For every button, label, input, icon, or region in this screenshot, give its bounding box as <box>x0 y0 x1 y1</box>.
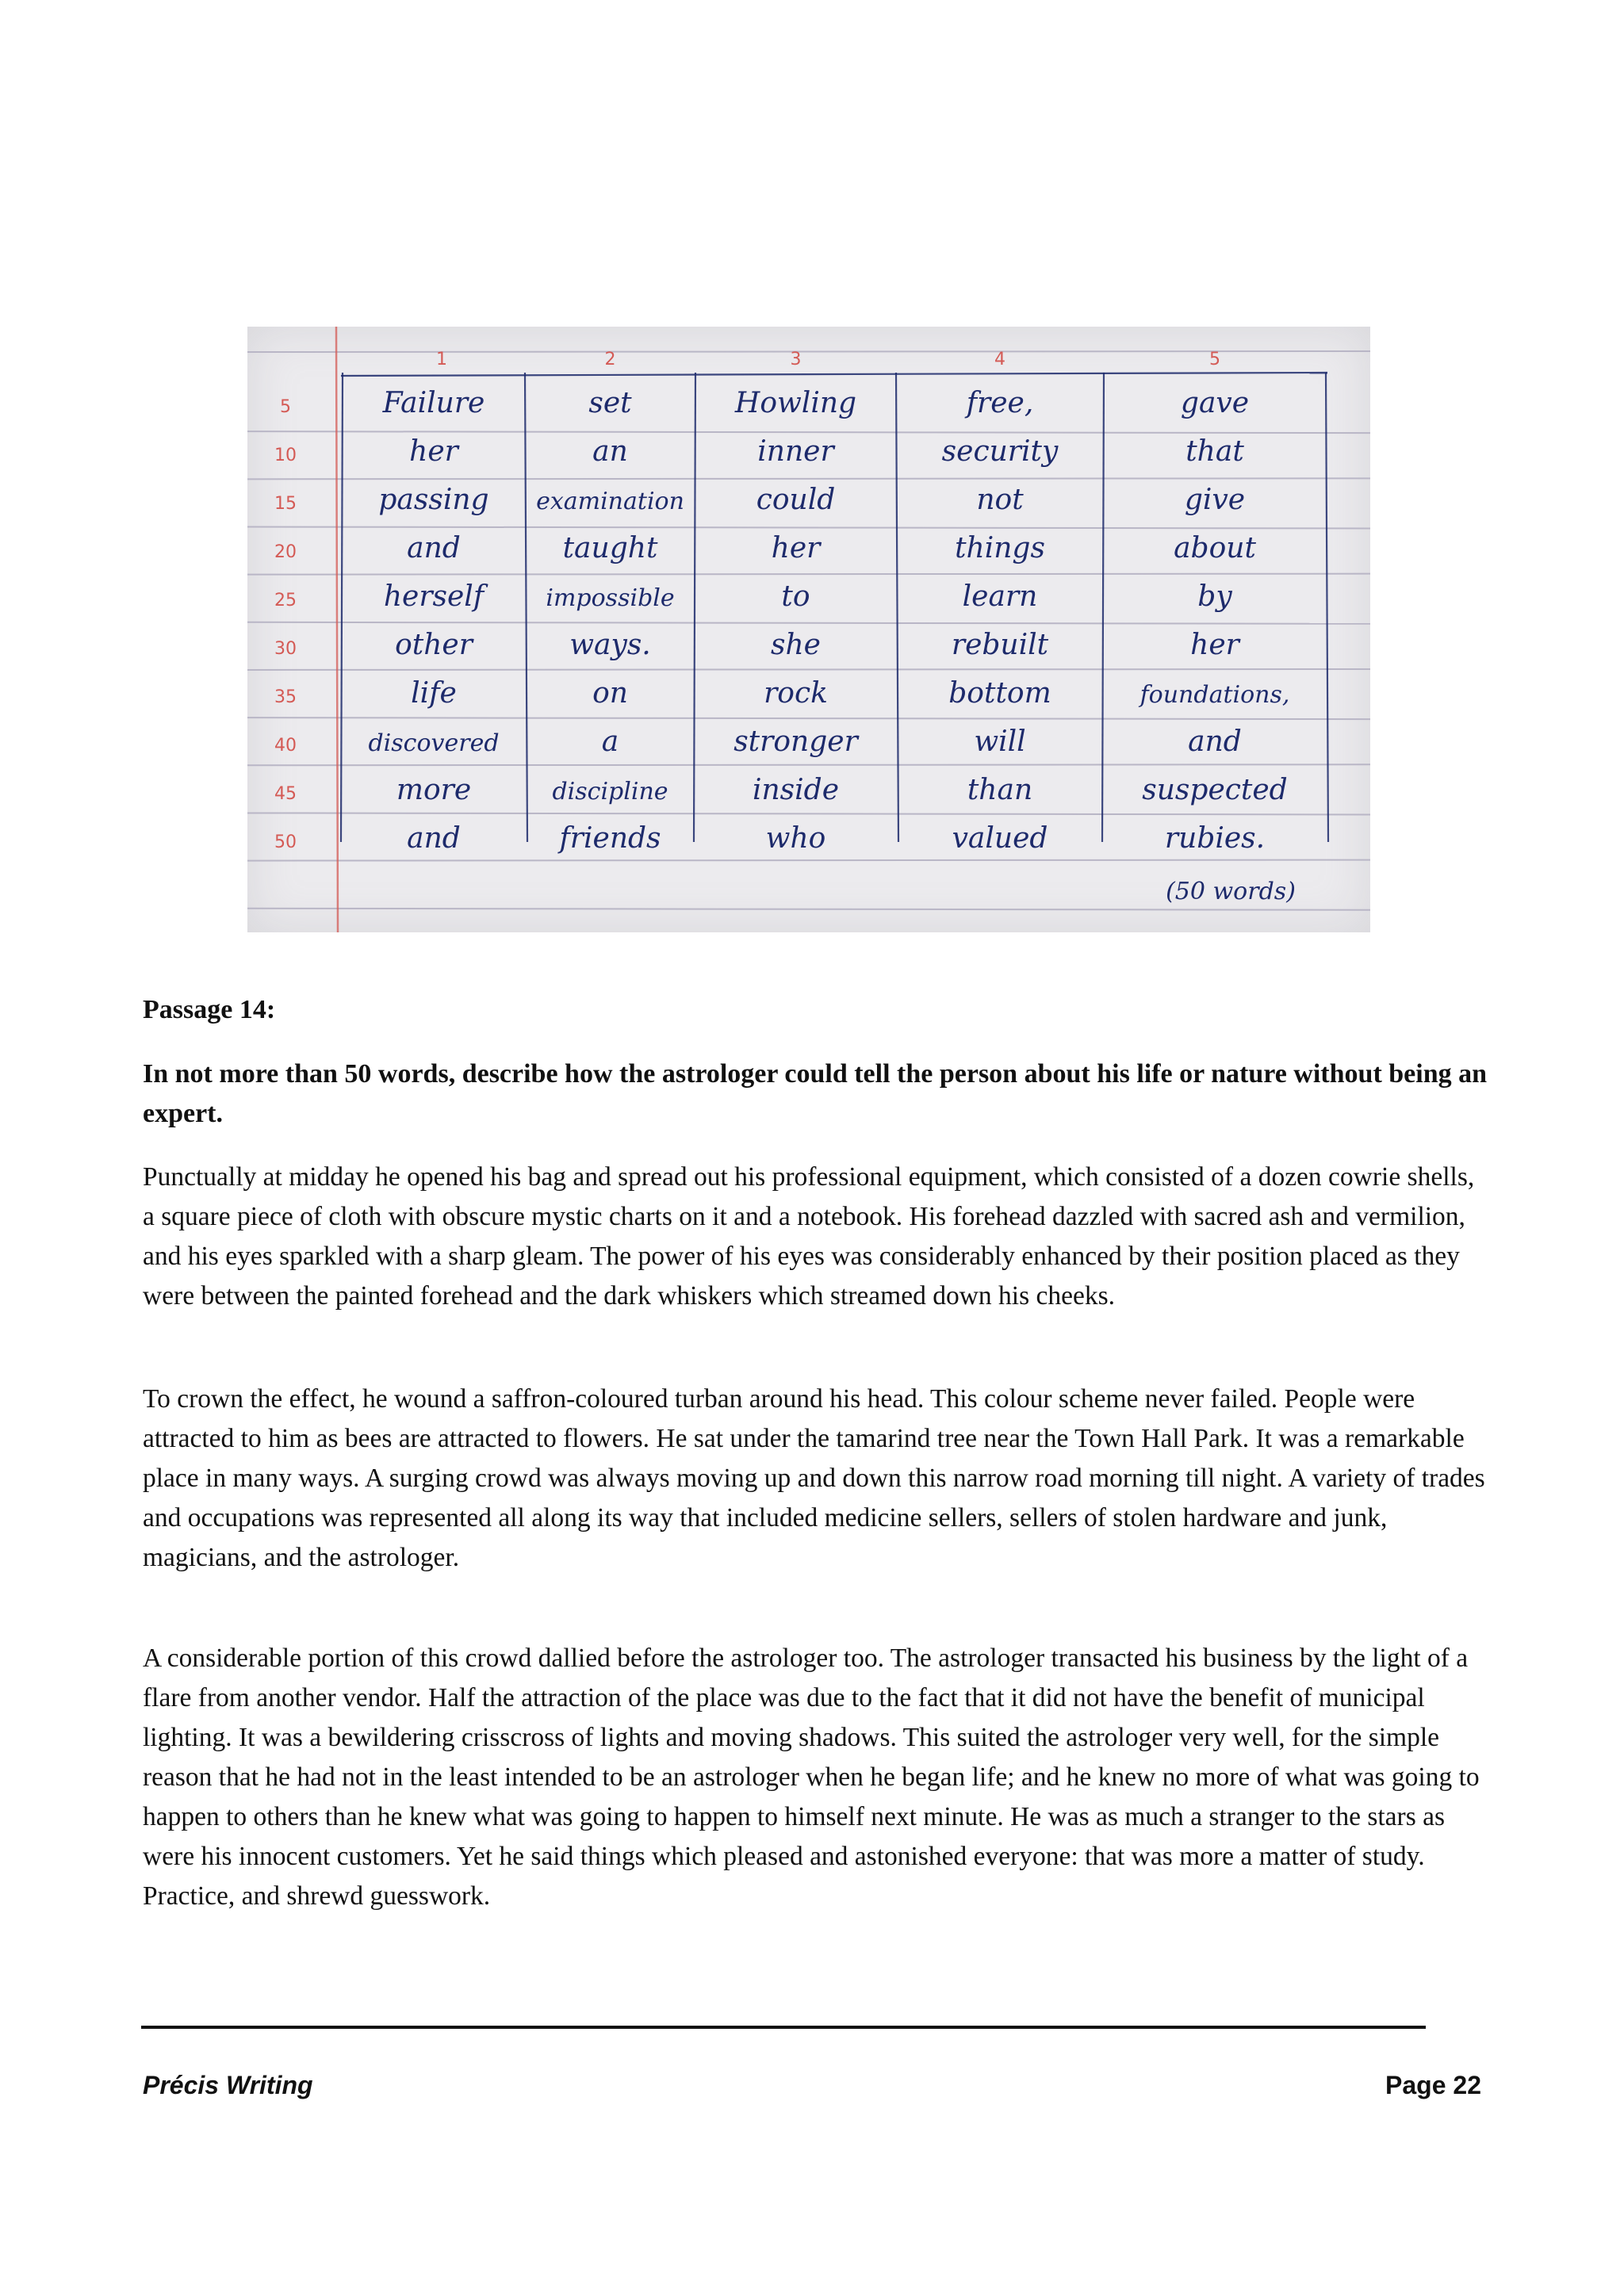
ruled-line <box>247 478 1370 479</box>
handwritten-word: and <box>1188 725 1242 758</box>
passage-paragraph-2: To crown the effect, he wound a saffron-coloured turban around his head. This colour scheme never failed. People were attracted to him as bees are attracted to flowers. He sat under the tamarind tree near the Town Hall Park. It was a remarkable place in many ways. A surging crowd was always moving up and down this narrow road morning till night. A variety of trades and occupations was represented all along its way that included medicine sellers, sellers of stolen hardware and junk, magicians, and the astrologer. <box>143 1384 1485 1572</box>
handwritten-word: and <box>407 532 461 564</box>
row-number: 30 <box>274 639 297 659</box>
row-number: 15 <box>274 494 297 514</box>
ruled-line <box>247 622 1370 624</box>
handwritten-word: taught <box>562 532 658 564</box>
precis-question: In not more than 50 words, describe how the astrologer could tell the person about his life or nature without being an expert. <box>143 1059 1488 1128</box>
handwritten-word: who <box>765 822 826 855</box>
handwritten-word: security <box>941 435 1059 468</box>
ruled-line <box>247 909 1370 910</box>
row-number: 5 <box>280 397 291 417</box>
handwritten-word: friends <box>559 822 661 855</box>
handwritten-word: inside <box>752 774 840 806</box>
row-number: 45 <box>274 784 297 804</box>
passage-paragraph-3: A considerable portion of this crowd dallied before the astrologer too. The astrologer transacted his business by the light of a flare from another vendor. Half the attraction of the place was due to the fact that it did not have the benefit of municipal lighting. It was a bewildering crisscross of lights and moving shadows. This suited the astrologer very well, for the simple reason that he had not in the least intended to be an astrologer when he began life; and he knew no more of what was going to happen to others than he knew what was going to happen to himself next minute. He was as much a stranger to the stars as were his innocent customers. Yet he said things which pleased and astonished everyone: that was more a matter of study. Practice, and shrewd guesswork. <box>143 1644 1480 1911</box>
column-divider <box>1326 373 1328 842</box>
handwritten-word: foundations, <box>1139 681 1290 709</box>
column-number: 1 <box>436 350 447 369</box>
ruled-line <box>247 764 1370 765</box>
ruled-line <box>247 669 1370 670</box>
handwritten-word: she <box>771 629 821 661</box>
handwritten-word: examination <box>536 488 684 515</box>
handwritten-word: more <box>396 774 472 806</box>
column-number: 5 <box>1209 350 1220 369</box>
column-divider <box>341 373 343 842</box>
handwritten-word: rubies. <box>1164 822 1266 855</box>
ruled-line <box>247 813 1370 814</box>
footer-section-title: Précis Writing <box>143 2071 313 2099</box>
handwritten-word: about <box>1174 532 1256 564</box>
handwritten-word: herself <box>383 580 485 613</box>
handwritten-word: passing <box>378 484 489 516</box>
passage-paragraph-1: Punctually at midday he opened his bag and spread out his professional equipment, which consisted of a dozen cowrie shells, a square piece of cloth with obscure mystic charts on it and a notebook. His forehead dazzled with sacred ash and vermilion, and his eyes sparkled with a sharp gleam. The power of his eyes was considerably enhanced by their position placed as they were between the painted forehead and the dark whiskers which streamed down his cheeks. <box>143 1162 1475 1311</box>
handwritten-word: will <box>974 725 1026 758</box>
row-number: 10 <box>274 446 297 465</box>
handwritten-word: discovered <box>368 729 500 757</box>
column-divider <box>694 373 695 842</box>
handwritten-word: to <box>781 580 810 613</box>
footer-page-number: Page 22 <box>1385 2071 1481 2099</box>
row-number: 25 <box>274 591 297 610</box>
row-number: 35 <box>274 687 297 707</box>
handwritten-word: Howling <box>734 387 857 419</box>
handwritten-word: not <box>976 484 1024 516</box>
handwritten-word: that <box>1185 435 1244 468</box>
ruled-line <box>247 526 1370 528</box>
handwritten-word: things <box>955 532 1045 564</box>
handwritten-word: rebuilt <box>951 629 1049 661</box>
column-number: 3 <box>790 350 802 369</box>
handwritten-word: her <box>771 532 821 564</box>
handwritten-word: than <box>967 774 1033 806</box>
margin-line <box>336 327 338 932</box>
handwritten-worksheet-photo <box>247 327 1370 932</box>
column-divider <box>896 373 898 842</box>
handwritten-word: her <box>1190 629 1239 661</box>
handwritten-word: bottom <box>948 677 1051 710</box>
column-divider <box>1102 373 1104 842</box>
row-number: 40 <box>274 736 297 756</box>
handwritten-word: her <box>409 435 458 468</box>
handwritten-word: valued <box>952 822 1048 855</box>
handwritten-word: learn <box>962 580 1038 613</box>
word-count-note: (50 words) <box>1166 878 1296 905</box>
ruled-line <box>247 574 1370 575</box>
column-divider <box>525 373 527 842</box>
ruled-line <box>247 351 1370 352</box>
handwritten-word: a <box>601 725 619 758</box>
footer-divider <box>141 2026 1426 2029</box>
handwritten-word: inner <box>757 435 834 468</box>
table-top-line <box>341 373 1327 376</box>
handwritten-word: suspected <box>1142 774 1288 806</box>
handwritten-word: free, <box>966 387 1034 419</box>
row-number: 50 <box>274 832 297 852</box>
handwritten-word: Failure <box>382 387 485 419</box>
handwritten-word: gave <box>1180 387 1250 419</box>
handwritten-word: could <box>756 484 836 516</box>
handwritten-word: impossible <box>546 584 675 612</box>
column-number: 4 <box>994 350 1005 369</box>
handwritten-word: discipline <box>552 778 668 806</box>
handwritten-word: give <box>1184 484 1246 516</box>
passage-title: Passage 14: <box>143 995 276 1024</box>
handwritten-word: stronger <box>733 725 858 758</box>
ruled-line <box>247 860 1370 861</box>
row-number: 20 <box>274 542 297 562</box>
handwritten-word: set <box>588 387 632 419</box>
handwritten-word: other <box>395 629 473 661</box>
ruled-line <box>247 431 1370 433</box>
handwritten-word: an <box>592 435 628 468</box>
handwritten-word: rock <box>764 677 828 710</box>
worksheet-svg <box>247 327 1370 932</box>
handwritten-word: ways. <box>569 629 651 661</box>
column-number: 2 <box>604 350 616 369</box>
handwritten-word: and <box>407 822 461 855</box>
ruled-line <box>247 718 1370 719</box>
handwritten-word: on <box>592 677 628 710</box>
handwritten-word: by <box>1197 580 1232 613</box>
handwritten-word: life <box>411 677 457 710</box>
